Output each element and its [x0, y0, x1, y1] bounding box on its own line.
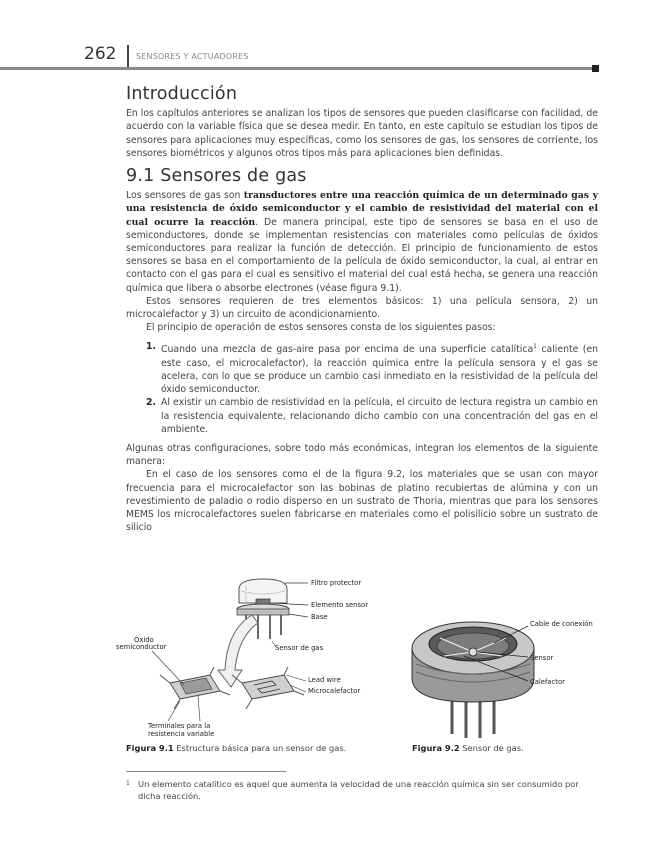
- footnote-ref: 1: [533, 343, 537, 351]
- label-oxido: Óxido: [134, 636, 154, 644]
- label-microcalefactor: Microcalefactor: [308, 687, 361, 695]
- figure-9-1: [116, 575, 387, 740]
- list-item: [126, 396, 598, 436]
- footnote: [126, 778, 601, 802]
- figure-9-1-caption: [126, 743, 346, 753]
- label-elemento-sensor: Elemento sensor: [311, 601, 368, 609]
- section-heading: 9.1 Sensores de gas: [126, 166, 307, 187]
- caption-number: Figura 9.2: [412, 743, 460, 753]
- step-number: 2.: [146, 397, 157, 409]
- label-terminales-1: Terminales para la: [148, 722, 211, 730]
- section-paragraph-1: [126, 189, 598, 295]
- figure-9-1-illustration: [122, 575, 387, 740]
- step-number: 1.: [146, 341, 157, 353]
- label-terminales-2: resistencia variable: [148, 730, 215, 738]
- main-content: [126, 84, 599, 534]
- steps-list: [126, 340, 598, 436]
- page-number: 262: [84, 44, 117, 64]
- page-header: [0, 44, 661, 70]
- section-paragraph-5: En el caso de los sensores como el de la figura 9.2, los materiales que se usan con mayor frecuencia para el microcalefactor son las bobinas de platino recubiertas de alúmina y con un revestimiento de paladio o rodio disperso en un sustrato de Thoria, mientras que para los sensores MEMS los microcalefactores suelen fabricarse en materiales como el polisilicio sobre un sustrato de silicio: [126, 469, 598, 534]
- caption-number: Figura 9.1: [126, 743, 174, 753]
- intro-paragraph: En los capítulos anteriores se analizan los tipos de sensores que pueden clasificarse con facilidad, de acuerdo con la variable física que se desea medir. En tanto, en este capítulo se estudian los tipos de sensores para aplicaciones muy específicas, como los sensores de gas, los sensores de corriente, los sensores biométricos y algunos otros tipos más para aplicaciones bien definidas.: [126, 108, 598, 159]
- header-marker: [592, 65, 599, 72]
- section-paragraph-2: Estos sensores requieren de tres elementos básicos: 1) una película sensora, 2) un microcalefactor y 3) un circuito de acondicionamiento.: [126, 295, 598, 321]
- label-filtro-protector: Filtro protector: [311, 579, 362, 587]
- label-lead-wire: Lead wire: [308, 676, 341, 684]
- step-text-cont: caliente (en este caso, el microcalefactor), la reacción química entre la película sensora y el gas se acelera, con lo que se produce un cambio casi inmediato en la resistividad de la película del óxido semiconductor.: [161, 344, 598, 396]
- footnote-rule: [126, 771, 286, 772]
- section-paragraph-4: Algunas otras configuraciones, sobre todo más económicas, integran los elementos de la siguiente manera:: [126, 442, 598, 468]
- figure-9-2-caption: [412, 743, 524, 753]
- intro-heading: Introducción: [126, 84, 238, 104]
- label-semiconductor: semiconductor: [116, 643, 167, 651]
- section-paragraph-3: El principio de operación de estos sensores consta de los siguientes pasos:: [146, 322, 496, 334]
- p1-rest: . De manera principal, este tipo de sensores se basa en el uso de semiconductores, donde se implementan resistencias con materiales como películas de óxidos semiconductores para realizar la función de detección. El principio de funcionamiento de estos sensores se basa en el comportamiento de la película de óxido semiconductor, la cual, al entrar en contacto con el gas para el cual es sensitivo el material del cual está hecha, se genera una reacción química que libera o absorbe electrones (véase figura 9.1).: [126, 216, 598, 294]
- caption-text: Estructura básica para un sensor de gas.: [173, 743, 347, 753]
- list-item: [126, 340, 598, 396]
- label-cable-de-conexion: Cable de conexión: [530, 620, 593, 628]
- caption-text: Sensor de gas.: [459, 743, 524, 753]
- footnote-text: Un elemento catalítico es aquel que aumenta la velocidad de una reacción química sin ser consumido por dicha reacción.: [138, 779, 579, 801]
- p1-start: Los sensores de gas son: [126, 190, 244, 202]
- header-rule: [0, 67, 597, 70]
- footnote-number: 1: [126, 780, 130, 787]
- label-base: Base: [311, 613, 328, 621]
- step-text: Cuando una mezcla de gas-aire pasa por encima de una superficie catalítica: [161, 344, 534, 356]
- label-calefactor: Calefactor: [530, 678, 565, 686]
- running-head: SENSORES Y ACTUADORES: [136, 52, 249, 61]
- figure-9-2: [404, 598, 604, 740]
- label-sensor: Sensor: [530, 654, 554, 662]
- header-separator: [127, 45, 129, 68]
- label-sensor-de-gas: Sensor de gas: [275, 644, 324, 652]
- step-text: Al existir un cambio de resistividad en la película, el circuito de lectura registra un cambio en la resistencia equivalente, relacionando dicho cambio con una concentración del gas en el ambiente.: [161, 397, 598, 435]
- p1-bold-definition: transductores entre una reacción química de un determinado gas y una resistencia de óxido semiconductor y el cambio de resistividad del material con el cual ocurre la reacción: [126, 190, 599, 228]
